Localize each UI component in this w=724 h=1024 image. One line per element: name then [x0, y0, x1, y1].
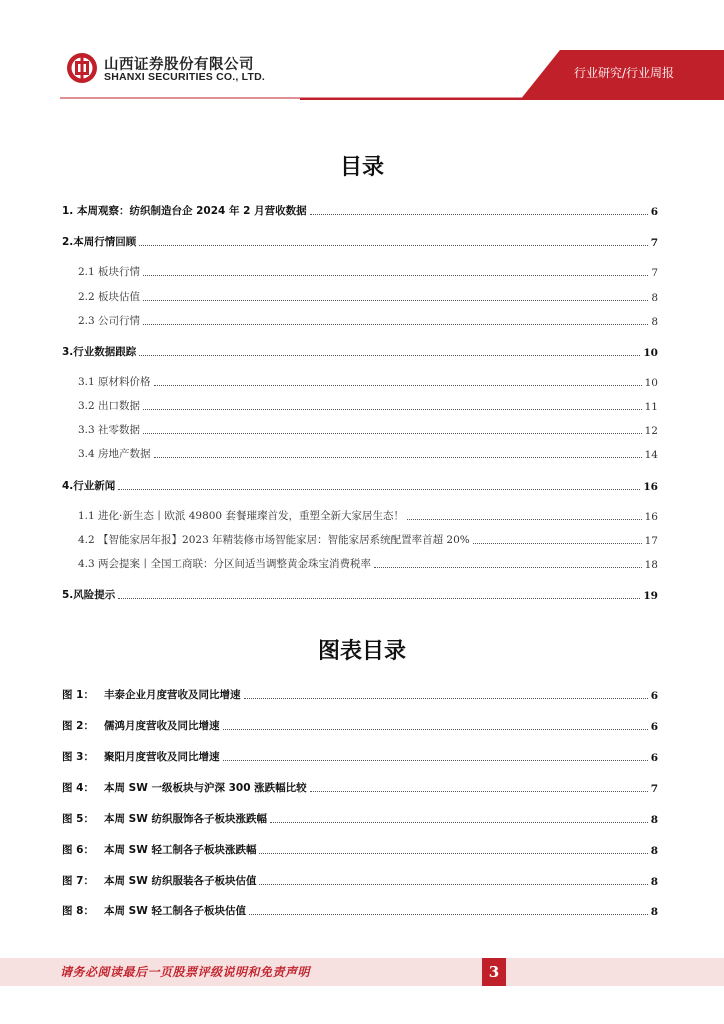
- toc-item-label: 1. 本周观察：纺织制造台企 2024 年 2 月营收数据: [62, 205, 307, 217]
- figure-leader: [259, 884, 647, 885]
- toc-item-label: 3.1 原材料价格: [78, 376, 151, 388]
- toc-item-page: 7: [650, 237, 658, 249]
- figure-page: 6: [650, 752, 658, 764]
- toc-item[interactable]: [78, 397, 658, 413]
- toc-leader: [374, 567, 642, 568]
- figure-page: 8: [650, 814, 658, 826]
- toc-leader: [118, 489, 640, 490]
- toc-item-label: 3.4 房地产数据: [78, 448, 151, 460]
- toc-item[interactable]: [78, 555, 658, 571]
- figure-number: 图 2：: [62, 720, 94, 732]
- page-number: 3: [482, 958, 506, 986]
- toc-leader: [143, 409, 642, 410]
- figure-item[interactable]: [62, 748, 658, 764]
- toc-item-label: 2.2 板块估值: [78, 291, 141, 303]
- figure-page: 7: [650, 783, 658, 795]
- toc-item[interactable]: [78, 507, 658, 523]
- figure-leader: [223, 760, 648, 761]
- company-logo-icon: [66, 52, 98, 84]
- figure-label: 本周 SW 轻工制各子板块涨跌幅: [104, 844, 257, 856]
- figure-label: 本周 SW 纺织服装各子板块估值: [104, 875, 257, 887]
- figure-number: 图 4：: [62, 782, 94, 794]
- toc-item-label: 2.本周行情回顾: [62, 236, 137, 248]
- figure-label: 聚阳月度营收及同比增速: [104, 751, 220, 763]
- toc-item[interactable]: [78, 263, 658, 279]
- toc-item-page: 16: [643, 481, 658, 493]
- figure-item[interactable]: [62, 686, 658, 702]
- figures-title: 图表目录: [317, 639, 406, 664]
- toc-item-page: 14: [644, 449, 658, 461]
- toc-item-page: 18: [644, 559, 658, 571]
- toc-item-page: 8: [651, 316, 658, 328]
- toc-leader: [139, 355, 640, 356]
- figure-number: 图 3：: [62, 751, 94, 763]
- figure-item[interactable]: [62, 902, 658, 918]
- figure-label: 本周 SW 轻工制各子板块估值: [104, 905, 246, 917]
- toc-item-page: 16: [644, 511, 658, 523]
- toc-title: 目录: [339, 155, 384, 180]
- toc-leader: [310, 214, 648, 215]
- figure-page: 6: [650, 690, 658, 702]
- toc-item[interactable]: [78, 531, 658, 547]
- toc-item[interactable]: [78, 445, 658, 461]
- toc-item-page: 6: [650, 206, 658, 218]
- footer-disclaimer: 请务必阅读最后一页股票评级说明和免责声明: [60, 965, 311, 979]
- figure-leader: [249, 914, 648, 915]
- toc-item-page: 12: [644, 425, 658, 437]
- toc-item-page: 10: [644, 377, 658, 389]
- toc-item[interactable]: [78, 312, 658, 328]
- toc-item-label: 1.1 进化·新生态丨欧派 49800 套餐璀璨首发，重塑全新大家居生态！: [78, 510, 404, 522]
- figure-leader: [259, 853, 647, 854]
- toc-item[interactable]: [62, 477, 658, 493]
- figure-label: 本周 SW 一级板块与沪深 300 涨跌幅比较: [104, 782, 307, 794]
- toc-leader: [143, 275, 648, 276]
- figure-number: 图 6：: [62, 844, 94, 856]
- toc-item[interactable]: [78, 288, 658, 304]
- toc-item-label: 3.3 社零数据: [78, 424, 141, 436]
- toc-item-label: 5.风险提示: [62, 589, 116, 601]
- figure-item[interactable]: [62, 841, 658, 857]
- toc-leader: [139, 245, 647, 246]
- figure-item[interactable]: [62, 810, 658, 826]
- figure-label: 本周 SW 纺织服饰各子板块涨跌幅: [104, 813, 267, 825]
- company-name-cn: 山西证券股份有限公司: [104, 57, 254, 73]
- figure-page: 8: [650, 906, 658, 918]
- toc-item[interactable]: [62, 233, 658, 249]
- figure-label: 丰泰企业月度营收及同比增速: [104, 689, 241, 701]
- figure-page: 8: [650, 876, 658, 888]
- toc-item[interactable]: [62, 343, 658, 359]
- toc-leader: [143, 300, 648, 301]
- toc-item-page: 10: [643, 347, 658, 359]
- toc-leader: [154, 457, 642, 458]
- toc-leader: [407, 519, 642, 520]
- figure-leader: [223, 729, 648, 730]
- figure-item[interactable]: [62, 779, 658, 795]
- figure-leader: [270, 822, 648, 823]
- toc-item-label: 2.3 公司行情: [78, 315, 141, 327]
- toc-item[interactable]: [78, 373, 658, 389]
- figure-page: 6: [650, 721, 658, 733]
- toc-leader: [118, 598, 640, 599]
- figure-leader: [244, 698, 648, 699]
- figure-number: 图 5：: [62, 813, 94, 825]
- toc-item-label: 3.行业数据跟踪: [62, 346, 137, 358]
- toc-item-label: 4.2 【智能家居年报】2023 年精装修市场智能家居：智能家居系统配置率首超 20%: [78, 534, 470, 546]
- toc-leader: [473, 543, 642, 544]
- page-header: [0, 0, 724, 100]
- figure-item[interactable]: [62, 717, 658, 733]
- toc-item-label: 4.行业新闻: [62, 480, 116, 492]
- report-category: 行业研究/行业周报: [573, 66, 674, 80]
- toc-item-label: 2.1 板块行情: [78, 266, 141, 278]
- figure-page: 8: [650, 845, 658, 857]
- toc-item-page: 8: [651, 292, 658, 304]
- figure-item[interactable]: [62, 872, 658, 888]
- figure-number: 图 1：: [62, 689, 94, 701]
- figure-leader: [310, 791, 648, 792]
- toc-item-label: 4.3 两会提案丨全国工商联：分区间适当调整黄金珠宝消费税率: [78, 558, 372, 570]
- toc-item[interactable]: [62, 586, 658, 602]
- toc-leader: [154, 385, 642, 386]
- figure-number: 图 7：: [62, 875, 94, 887]
- figure-number: 图 8：: [62, 905, 94, 917]
- toc-leader: [143, 324, 648, 325]
- toc-item[interactable]: [78, 421, 658, 437]
- toc-item-page: 19: [643, 590, 658, 602]
- figure-label: 儒鸿月度营收及同比增速: [104, 720, 220, 732]
- company-name-en: SHANXI SECURITIES CO., LTD.: [104, 71, 265, 83]
- toc-leader: [143, 433, 642, 434]
- toc-item-page: 7: [651, 267, 658, 279]
- toc-item-page: 17: [644, 535, 658, 547]
- header-banner: [0, 0, 724, 100]
- toc-item-page: 11: [644, 401, 658, 413]
- toc-item[interactable]: [62, 202, 658, 218]
- toc-item-label: 3.2 出口数据: [78, 400, 141, 412]
